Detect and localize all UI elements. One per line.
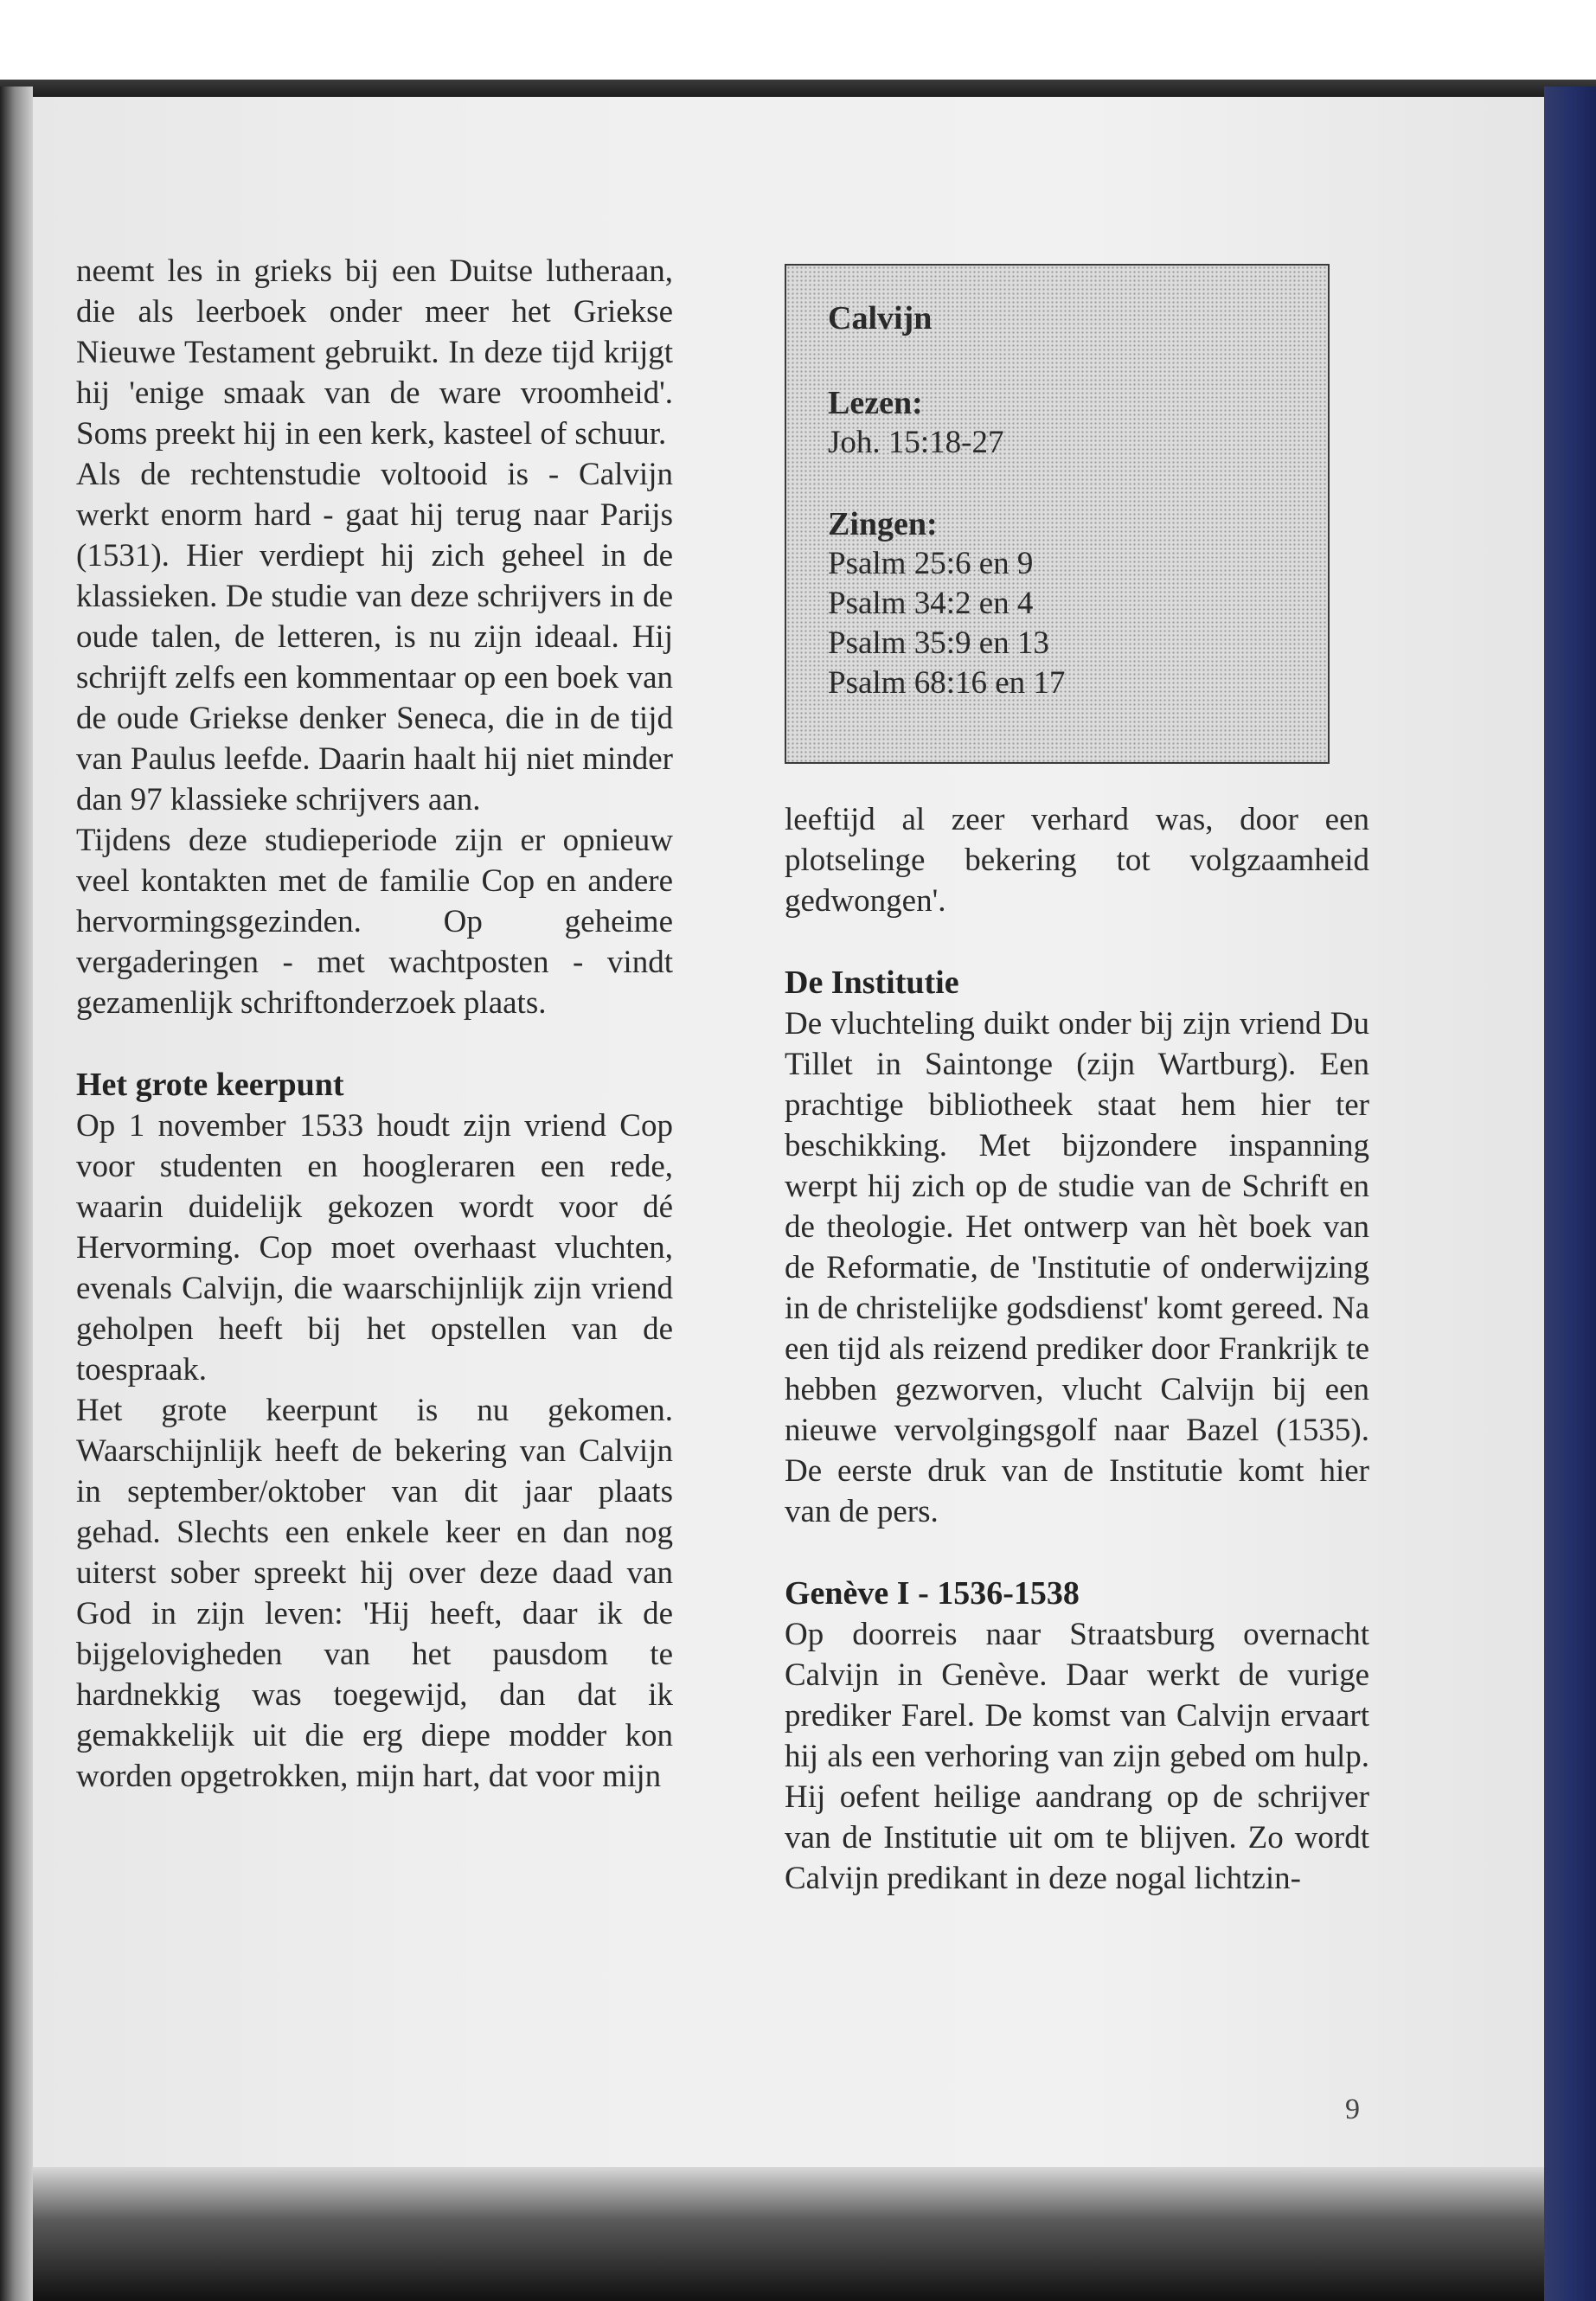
psalm-item: Psalm 34:2 en 4 (828, 586, 1034, 621)
paragraph: Tijdens deze studieperiode zijn er opnieuw veel kontakten met de familie Cop en andere hervormingsgezinden. Op geheime vergaderingen - met wachtposten - vindt gezamenlijk schriftonderzoek plaats. (76, 823, 673, 1021)
right-column (785, 799, 1369, 1899)
section-heading: Genève I - 1536-1538 (785, 1575, 1080, 1612)
book-cover-edge (1544, 87, 1596, 2301)
scan-margin-top (0, 0, 1596, 87)
psalm-item: Psalm 25:6 en 9 (828, 546, 1034, 581)
section-heading: Het grote keerpunt (76, 1067, 344, 1103)
left-column (76, 251, 673, 1797)
read-reference: Joh. 15:18-27 (828, 425, 1004, 460)
paragraph: Als de rechtenstudie voltooid is - Calvijn werkt enorm hard - gaat hij terug naar Parijs (1531). Hier verdiept hij zich geheel in de klassieken. De studie van deze schrijvers in de oude talen, de letteren, is nu zijn ideaal. Hij schrijft zelfs een kommentaar op een boek van de oude Griekse denker Seneca, die in de tijd van Paulus leefde. Daarin haalt hij niet minder dan 97 klassieke schrijvers aan. (76, 457, 673, 817)
reading-info-box (785, 264, 1330, 764)
page-number: 9 (1345, 2093, 1360, 2125)
info-box-title: Calvijn (828, 300, 933, 336)
read-label: Lezen: (828, 385, 923, 421)
sing-label: Zingen: (828, 506, 938, 542)
psalm-item: Psalm 68:16 en 17 (828, 665, 1066, 701)
book-bottom-edge (33, 2167, 1544, 2301)
paragraph: De vluchteling duikt onder bij zijn vriend Du Tillet in Saintonge (zijn Wartburg). Een prachtige bibliotheek staat hem hier ter beschikking. Met bijzondere inspanning werpt hij zich op de studie van de Schrift en de theologie. Het ontwerp van hèt boek van de Reformatie, de 'Institutie of onderwijzing in de christelijke godsdienst' komt gereed. Na een tijd als reizend prediker door Frankrijk te hebben gezworven, vlucht Calvijn bij een nieuwe vervolgingsgolf naar Bazel (1535). De eerste druk van de Institutie komt hier van de pers. (785, 1006, 1369, 1529)
book-top-edge (0, 80, 1596, 97)
section-heading: De Institutie (785, 965, 959, 1001)
paragraph: Op 1 november 1533 houdt zijn vriend Cop voor studenten en hoogleraren een rede, waarin duidelijk gekozen wordt voor dé Hervorming. Cop moet overhaast vluchten, evenals Calvijn, die waarschijnlijk zijn vriend geholpen heeft bij het opstellen van de toespraak. (76, 1108, 673, 1388)
paragraph: leeftijd al zeer verhard was, door een plotselinge bekering tot volgzaamheid gedwongen'. (785, 802, 1369, 919)
paragraph: Op doorreis naar Straatsburg overnacht Calvijn in Genève. Daar werkt de vurige prediker Farel. De komst van Calvijn ervaart hij als een verhoring van zijn gebed om hulp. Hij oefent heilige aandrang op de schrijver van de Institutie uit om te blijven. Zo wordt Calvijn predikant in deze nogal lichtzin- (785, 1617, 1369, 1896)
paragraph: Het grote keerpunt is nu gekomen. Waarschijnlijk heeft de bekering van Calvijn in september/oktober van dit jaar plaats gehad. Slechts een enkele keer en dan nog uiterst sober spreekt hij over deze daad van God in zijn leven: 'Hij heeft, daar ik de bijgelovigheden van het pausdom te hardnekkig was toegewijd, dan dat ik gemakkelijk uit die erg diepe modder kon worden opgetrokken, mijn hart, dat voor mijn (76, 1393, 673, 1794)
psalm-item: Psalm 35:9 en 13 (828, 625, 1049, 661)
paragraph: neemt les in grieks bij een Duitse lutheraan, die als leerboek onder meer het Griekse Nieuwe Testament gebruikt. In deze tijd krijgt hij 'enige smaak van de ware vroomheid'. Soms preekt hij in een kerk, kasteel of schuur. (76, 253, 673, 452)
book-spine-edge (0, 87, 33, 2301)
